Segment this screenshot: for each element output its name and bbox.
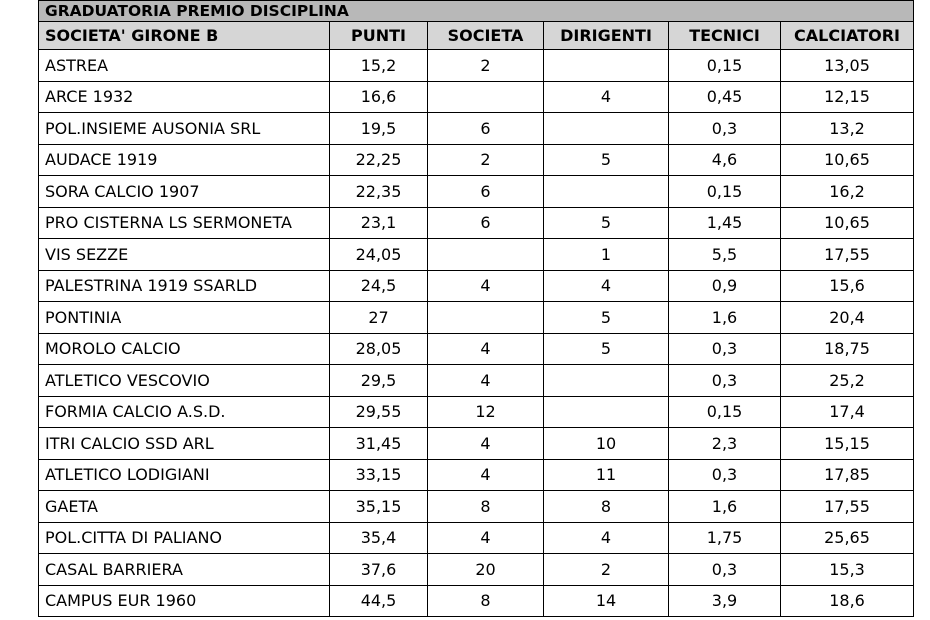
punti-cell: 35,4 (330, 522, 428, 554)
dirigenti-cell: 8 (544, 491, 669, 523)
tecnici-cell: 1,6 (669, 491, 781, 523)
tecnici-cell: 0,3 (669, 554, 781, 586)
societa-cell: 2 (428, 50, 544, 82)
column-header-societa: SOCIETA (428, 22, 544, 50)
societa-cell (428, 81, 544, 113)
dirigenti-cell: 4 (544, 270, 669, 302)
team-name-cell: ARCE 1932 (39, 81, 330, 113)
societa-cell: 6 (428, 176, 544, 208)
team-name-cell: PRO CISTERNA LS SERMONETA (39, 207, 330, 239)
dirigenti-cell: 1 (544, 239, 669, 271)
tecnici-cell: 0,45 (669, 81, 781, 113)
team-name-cell: PALESTRINA 1919 SSARLD (39, 270, 330, 302)
tecnici-cell: 1,75 (669, 522, 781, 554)
calciatori-cell: 18,6 (781, 585, 914, 617)
column-header-tecnici: TECNICI (669, 22, 781, 50)
punti-cell: 29,5 (330, 365, 428, 397)
tecnici-cell: 1,45 (669, 207, 781, 239)
table-row (39, 428, 914, 460)
dirigenti-cell: 2 (544, 554, 669, 586)
team-name-cell: CASAL BARRIERA (39, 554, 330, 586)
dirigenti-cell: 4 (544, 81, 669, 113)
societa-cell (428, 239, 544, 271)
tecnici-cell: 4,6 (669, 144, 781, 176)
punti-cell: 24,05 (330, 239, 428, 271)
calciatori-cell: 20,4 (781, 302, 914, 334)
punti-cell: 16,6 (330, 81, 428, 113)
team-name-cell: ATLETICO VESCOVIO (39, 365, 330, 397)
punti-cell: 15,2 (330, 50, 428, 82)
dirigenti-cell (544, 176, 669, 208)
punti-cell: 22,35 (330, 176, 428, 208)
punti-cell: 44,5 (330, 585, 428, 617)
societa-cell: 6 (428, 113, 544, 145)
dirigenti-cell (544, 365, 669, 397)
dirigenti-cell: 5 (544, 207, 669, 239)
table-row (39, 585, 914, 617)
table-row (39, 333, 914, 365)
dirigenti-cell: 14 (544, 585, 669, 617)
dirigenti-cell: 5 (544, 302, 669, 334)
column-header-team: SOCIETA' GIRONE B (39, 22, 330, 50)
tecnici-cell: 2,3 (669, 428, 781, 460)
dirigenti-cell: 5 (544, 333, 669, 365)
punti-cell: 31,45 (330, 428, 428, 460)
societa-cell (428, 302, 544, 334)
team-name-cell: PONTINIA (39, 302, 330, 334)
tecnici-cell: 0,3 (669, 333, 781, 365)
table-row (39, 144, 914, 176)
punti-cell: 27 (330, 302, 428, 334)
dirigenti-cell: 4 (544, 522, 669, 554)
punti-cell: 22,25 (330, 144, 428, 176)
societa-cell: 4 (428, 333, 544, 365)
team-name-cell: ATLETICO LODIGIANI (39, 459, 330, 491)
column-header-calciatori: CALCIATORI (781, 22, 914, 50)
team-name-cell: ASTREA (39, 50, 330, 82)
punti-cell: 19,5 (330, 113, 428, 145)
calciatori-cell: 25,65 (781, 522, 914, 554)
team-name-cell: POL.INSIEME AUSONIA SRL (39, 113, 330, 145)
societa-cell: 8 (428, 585, 544, 617)
team-name-cell: CAMPUS EUR 1960 (39, 585, 330, 617)
tecnici-cell: 0,9 (669, 270, 781, 302)
calciatori-cell: 17,4 (781, 396, 914, 428)
dirigenti-cell (544, 50, 669, 82)
tecnici-cell: 1,6 (669, 302, 781, 334)
punti-cell: 37,6 (330, 554, 428, 586)
punti-cell: 28,05 (330, 333, 428, 365)
tecnici-cell: 0,3 (669, 459, 781, 491)
tecnici-cell: 0,15 (669, 50, 781, 82)
team-name-cell: VIS SEZZE (39, 239, 330, 271)
calciatori-cell: 15,3 (781, 554, 914, 586)
table-row (39, 302, 914, 334)
calciatori-cell: 10,65 (781, 207, 914, 239)
calciatori-cell: 17,85 (781, 459, 914, 491)
table-row (39, 81, 914, 113)
column-header-punti: PUNTI (330, 22, 428, 50)
dirigenti-cell: 11 (544, 459, 669, 491)
calciatori-cell: 25,2 (781, 365, 914, 397)
table-row (39, 522, 914, 554)
team-name-cell: MOROLO CALCIO (39, 333, 330, 365)
standings-sheet (38, 0, 913, 617)
table-title: GRADUATORIA PREMIO DISCIPLINA (39, 1, 914, 22)
dirigenti-cell (544, 396, 669, 428)
societa-cell: 6 (428, 207, 544, 239)
calciatori-cell: 15,6 (781, 270, 914, 302)
societa-cell: 12 (428, 396, 544, 428)
tecnici-cell: 0,3 (669, 113, 781, 145)
societa-cell: 4 (428, 270, 544, 302)
table-row (39, 491, 914, 523)
tecnici-cell: 0,3 (669, 365, 781, 397)
table-row (39, 50, 914, 82)
table-title-row (39, 1, 914, 22)
calciatori-cell: 16,2 (781, 176, 914, 208)
table-row (39, 113, 914, 145)
team-name-cell: ITRI CALCIO SSD ARL (39, 428, 330, 460)
societa-cell: 4 (428, 522, 544, 554)
team-name-cell: GAETA (39, 491, 330, 523)
table-row (39, 365, 914, 397)
table-row (39, 459, 914, 491)
team-name-cell: FORMIA CALCIO A.S.D. (39, 396, 330, 428)
table-row (39, 239, 914, 271)
dirigenti-cell: 5 (544, 144, 669, 176)
team-name-cell: POL.CITTA DI PALIANO (39, 522, 330, 554)
societa-cell: 2 (428, 144, 544, 176)
punti-cell: 23,1 (330, 207, 428, 239)
societa-cell: 20 (428, 554, 544, 586)
tecnici-cell: 0,15 (669, 176, 781, 208)
punti-cell: 33,15 (330, 459, 428, 491)
table-row (39, 207, 914, 239)
calciatori-cell: 15,15 (781, 428, 914, 460)
calciatori-cell: 17,55 (781, 491, 914, 523)
dirigenti-cell (544, 113, 669, 145)
table-row (39, 554, 914, 586)
tecnici-cell: 3,9 (669, 585, 781, 617)
calciatori-cell: 12,15 (781, 81, 914, 113)
table-body (39, 50, 914, 617)
punti-cell: 35,15 (330, 491, 428, 523)
tecnici-cell: 0,15 (669, 396, 781, 428)
societa-cell: 4 (428, 428, 544, 460)
calciatori-cell: 13,2 (781, 113, 914, 145)
column-header-row (39, 22, 914, 50)
dirigenti-cell: 10 (544, 428, 669, 460)
team-name-cell: SORA CALCIO 1907 (39, 176, 330, 208)
punti-cell: 29,55 (330, 396, 428, 428)
table-row (39, 176, 914, 208)
table-row (39, 396, 914, 428)
tecnici-cell: 5,5 (669, 239, 781, 271)
societa-cell: 4 (428, 459, 544, 491)
calciatori-cell: 13,05 (781, 50, 914, 82)
societa-cell: 4 (428, 365, 544, 397)
table-row (39, 270, 914, 302)
team-name-cell: AUDACE 1919 (39, 144, 330, 176)
column-header-dirigenti: DIRIGENTI (544, 22, 669, 50)
calciatori-cell: 10,65 (781, 144, 914, 176)
societa-cell: 8 (428, 491, 544, 523)
calciatori-cell: 17,55 (781, 239, 914, 271)
punti-cell: 24,5 (330, 270, 428, 302)
discipline-ranking-table (38, 0, 914, 617)
calciatori-cell: 18,75 (781, 333, 914, 365)
